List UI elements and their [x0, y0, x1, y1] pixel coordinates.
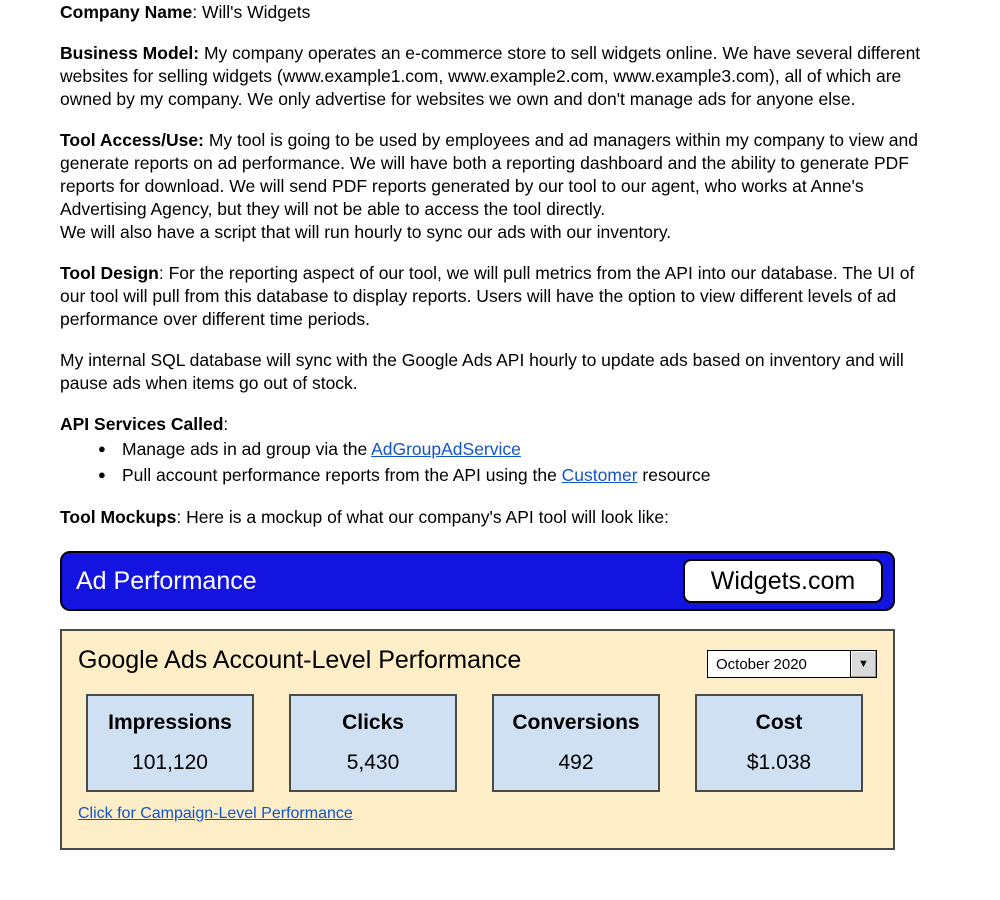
paragraph-label: Tool Access/Use:: [60, 130, 204, 150]
metric-label: Conversions: [512, 711, 640, 734]
campaign-level-link-row: [78, 805, 877, 823]
paragraph-text: Will's Widgets: [202, 2, 311, 22]
api-services-heading: [60, 413, 940, 436]
paragraph-tool-mockups: [60, 506, 940, 529]
list-item: [98, 462, 940, 488]
api-services-list: [60, 436, 940, 488]
bullet-icon: ●: [98, 441, 106, 456]
tool-mockups-label: Tool Mockups: [60, 507, 177, 527]
metric-card-cost: [695, 694, 863, 792]
paragraph-text: For the reporting aspect of our tool, we will pull metrics from the API into our database. The UI of our tool will pull from this database to display reports. Users will have the option to view different levels of ad performance over different time periods.: [60, 263, 915, 329]
paragraph-business-model: [60, 42, 940, 111]
metric-card-impressions: [86, 694, 254, 792]
paragraph-sql-sync: [60, 349, 940, 395]
mockup-title: Ad Performance: [76, 566, 257, 595]
paragraph-label: Company Name: [60, 2, 193, 22]
link-adgroupadservice[interactable]: AdGroupAdService: [371, 439, 521, 459]
list-item: [98, 436, 940, 462]
paragraph-text: My tool is going to be used by employees and ad managers within my company to view and generate reports on ad performance. We will have both a reporting dashboard and the ability to generate PDF reports for download. We will send PDF reports generated by our tool to our agent, who works at Anne's Advertising Agency, but they will not be able to access the tool directly.: [60, 130, 918, 219]
metric-label: Impressions: [108, 711, 232, 734]
tool-mockups-text: Here is a mockup of what our company's API tool will look like:: [186, 507, 669, 527]
tool-mockups-label-suffix: :: [176, 507, 187, 527]
metric-label: Cost: [755, 711, 803, 734]
paragraph-text: My internal SQL database will sync with the Google Ads API hourly to update ads based on inventory and will pause ads when items go out of stock.: [60, 350, 904, 393]
metric-value: 101,120: [132, 751, 208, 774]
date-range-select[interactable]: [707, 650, 877, 678]
list-item-text-before: Manage ads in ad group via the: [122, 439, 372, 459]
metric-cards: [78, 694, 877, 792]
mockup-header-bar: [60, 551, 895, 611]
paragraph-label-suffix: :: [192, 2, 202, 22]
metric-card-conversions: [492, 694, 660, 792]
tool-mockup: [60, 551, 895, 850]
panel-title: Google Ads Account-Level Performance: [78, 646, 522, 674]
paragraph-hourly-script: [60, 221, 940, 244]
bullet-icon: ●: [98, 467, 106, 482]
paragraph-label: Business Model:: [60, 43, 200, 63]
paragraph-company-name: [60, 0, 940, 24]
paragraph-label-suffix: :: [158, 263, 169, 283]
link-campaign-level-performance[interactable]: Click for Campaign-Level Performance: [78, 805, 353, 822]
list-item-text-after: resource: [637, 465, 711, 485]
api-services-label: API Services Called: [60, 414, 224, 434]
date-range-value: October 2020: [716, 655, 807, 673]
performance-panel: [60, 629, 895, 850]
chevron-down-icon[interactable]: ▼: [850, 651, 876, 677]
paragraph-label: Tool Design: [60, 263, 159, 283]
metric-label: Clicks: [342, 711, 404, 734]
paragraph-text: My company operates an e-commerce store to sell widgets online. We have several different websites for selling widgets (www.example1.com, www.example2.com, www.example3.com), all of which are owned by my company. We only advertise for websites we own and don't manage ads for anyone else.: [60, 43, 921, 109]
api-services-label-suffix: :: [223, 414, 229, 434]
metric-value: $1.038: [746, 751, 812, 774]
site-selector-button[interactable]: Widgets.com: [683, 559, 883, 603]
paragraph-text: We will also have a script that will run hourly to sync our ads with our inventory.: [60, 222, 672, 242]
metric-value: 5,430: [346, 751, 400, 774]
list-item-text-before: Pull account performance reports from the API using the: [122, 465, 562, 485]
link-customer[interactable]: Customer: [561, 465, 638, 485]
paragraph-tool-access: [60, 129, 940, 221]
metric-value: 492: [558, 751, 594, 774]
metric-card-clicks: [289, 694, 457, 792]
paragraph-tool-design: [60, 262, 940, 331]
panel-header: [78, 645, 877, 678]
